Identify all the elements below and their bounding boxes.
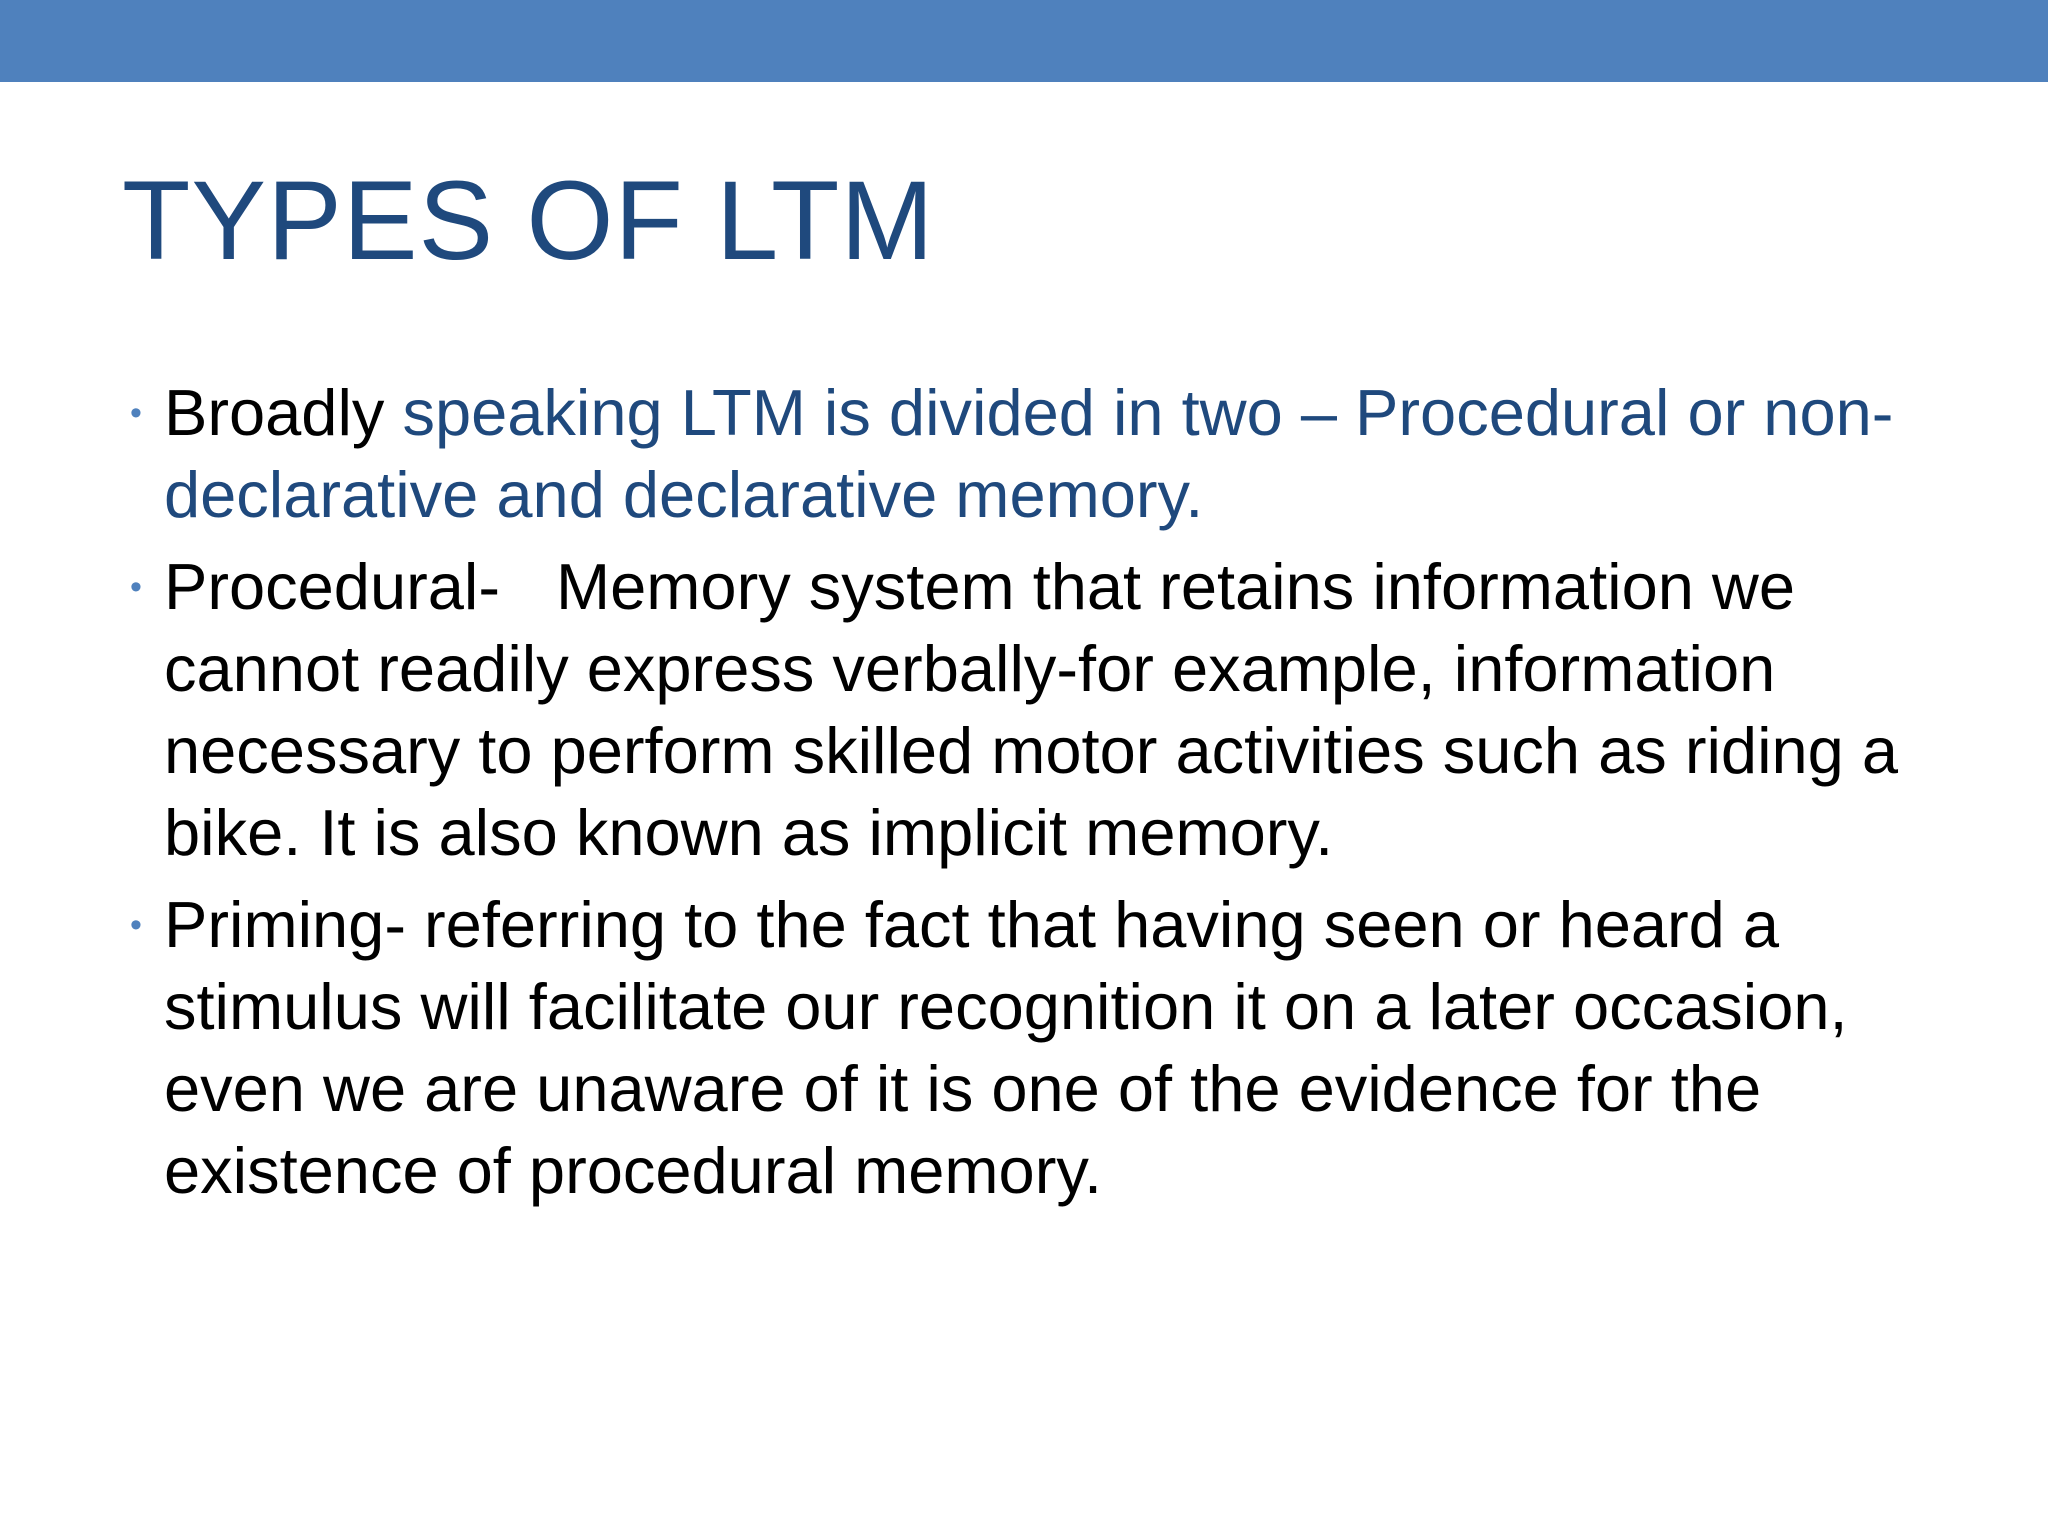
slide-title: TYPES OF LTM (122, 158, 935, 283)
bullet-item-priming (122, 884, 1942, 1212)
bullet-term: Procedural- (164, 550, 500, 623)
bullet-item-ltm-division (122, 372, 1942, 536)
bullet-dot-icon: • (130, 568, 142, 606)
bullet-list (122, 372, 1942, 1222)
bullet-lead-text: Broadly (164, 376, 385, 449)
bullet-definition: Memory system that retains information we cannot readily express verbally-for example, information necessary to perform skilled motor activities such as riding a bike. It is also known as implicit memory. (164, 550, 1899, 869)
bullet-text (164, 546, 1942, 874)
bullet-item-procedural (122, 546, 1942, 874)
bullet-text (164, 372, 1942, 536)
slide-header-bar (0, 0, 2048, 82)
bullet-highlight-text: speaking LTM is divided in two – Procedural or non-declarative and declarative memory. (164, 376, 1894, 531)
bullet-dot-icon: • (130, 906, 142, 944)
bullet-dot-icon: • (130, 394, 142, 432)
bullet-text: Priming- referring to the fact that having seen or heard a stimulus will facilitate our recognition it on a later occasion, even we are unaware of it is one of the evidence for the existence of procedural memory. (164, 888, 1848, 1207)
